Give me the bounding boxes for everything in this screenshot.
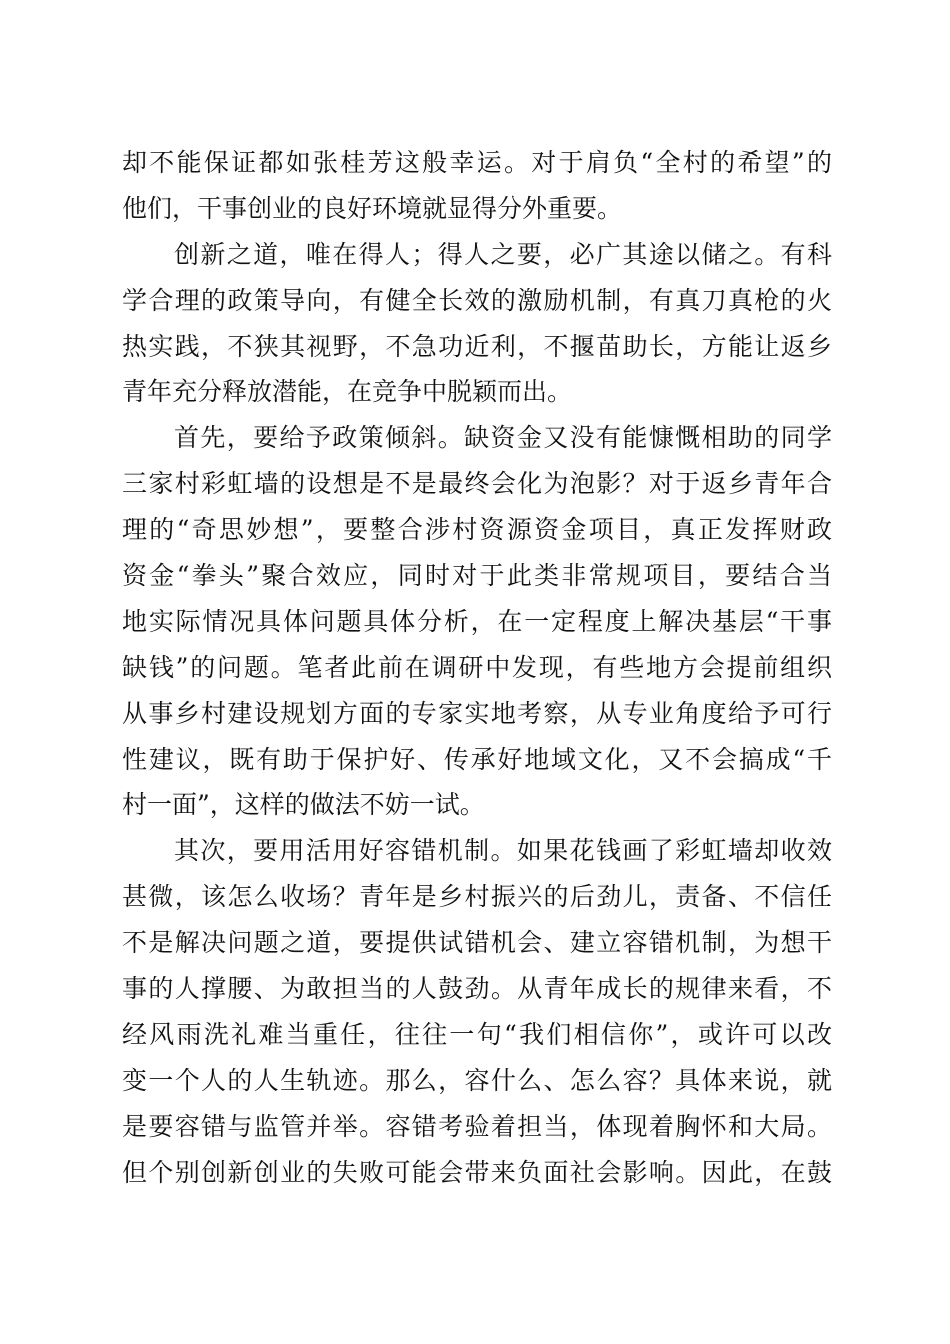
text-line: 创新之道，唯在得人；得人之要，必广其途以储之。有科	[174, 239, 832, 269]
text-line: 但个别创新创业的失败可能会带来负面社会影响。因此，在鼓	[122, 1157, 832, 1187]
text-line: 缺钱”的问题。笔者此前在调研中发现，有些地方会提前组织	[122, 652, 832, 682]
text-line: 变一个人的人生轨迹。那么，容什么、怎么容？具体来说，就	[122, 1065, 832, 1095]
text-line: 地实际情况具体问题具体分析，在一定程度上解决基层“干事	[122, 606, 832, 636]
text-line: 从事乡村建设规划方面的专家实地考察，从专业角度给予可行	[122, 698, 832, 728]
text-line: 青年充分释放潜能，在竞争中脱颖而出。	[122, 377, 573, 407]
text-line: 经风雨洗礼难当重任，往往一句“我们相信你”，或许可以改	[122, 1019, 832, 1049]
text-line: 却不能保证都如张桂芳这般幸运。对于肩负“全村的希望”的	[122, 148, 832, 177]
text-line: 甚微，该怎么收场？青年是乡村振兴的后劲儿，责备、不信任	[122, 882, 832, 912]
text-line: 热实践，不狭其视野，不急功近利，不揠苗助长，方能让返乡	[122, 331, 832, 361]
text-line: 他们，干事创业的良好环境就显得分外重要。	[122, 193, 623, 223]
text-line: 理的“奇思妙想”，要整合涉村资源资金项目，真正发挥财政	[122, 515, 832, 545]
text-line: 是要容错与监管并举。容错考验着担当，体现着胸怀和大局。	[122, 1111, 832, 1141]
text-line: 性建议，既有助于保护好、传承好地域文化，又不会搞成“千	[122, 744, 832, 774]
text-line: 村一面”，这样的做法不妨一试。	[122, 790, 485, 820]
text-line: 资金“拳头”聚合效应，同时对于此类非常规项目，要结合当	[122, 561, 832, 591]
text-line: 学合理的政策导向，有健全长效的激励机制，有真刀真枪的火	[122, 285, 832, 315]
text-line: 事的人撑腰、为敢担当的人鼓劲。从青年成长的规律来看，不	[122, 974, 832, 1004]
text-line: 其次，要用活用好容错机制。如果花钱画了彩虹墙却收效	[174, 836, 832, 866]
text-line: 不是解决问题之道，要提供试错机会、建立容错机制，为想干	[122, 928, 832, 958]
article-body	[122, 140, 832, 1195]
text-line: 首先，要给予政策倾斜。缺资金又没有能慷慨相助的同学	[174, 423, 832, 453]
text-line: 三家村彩虹墙的设想是不是最终会化为泡影？对于返乡青年合	[122, 469, 832, 499]
